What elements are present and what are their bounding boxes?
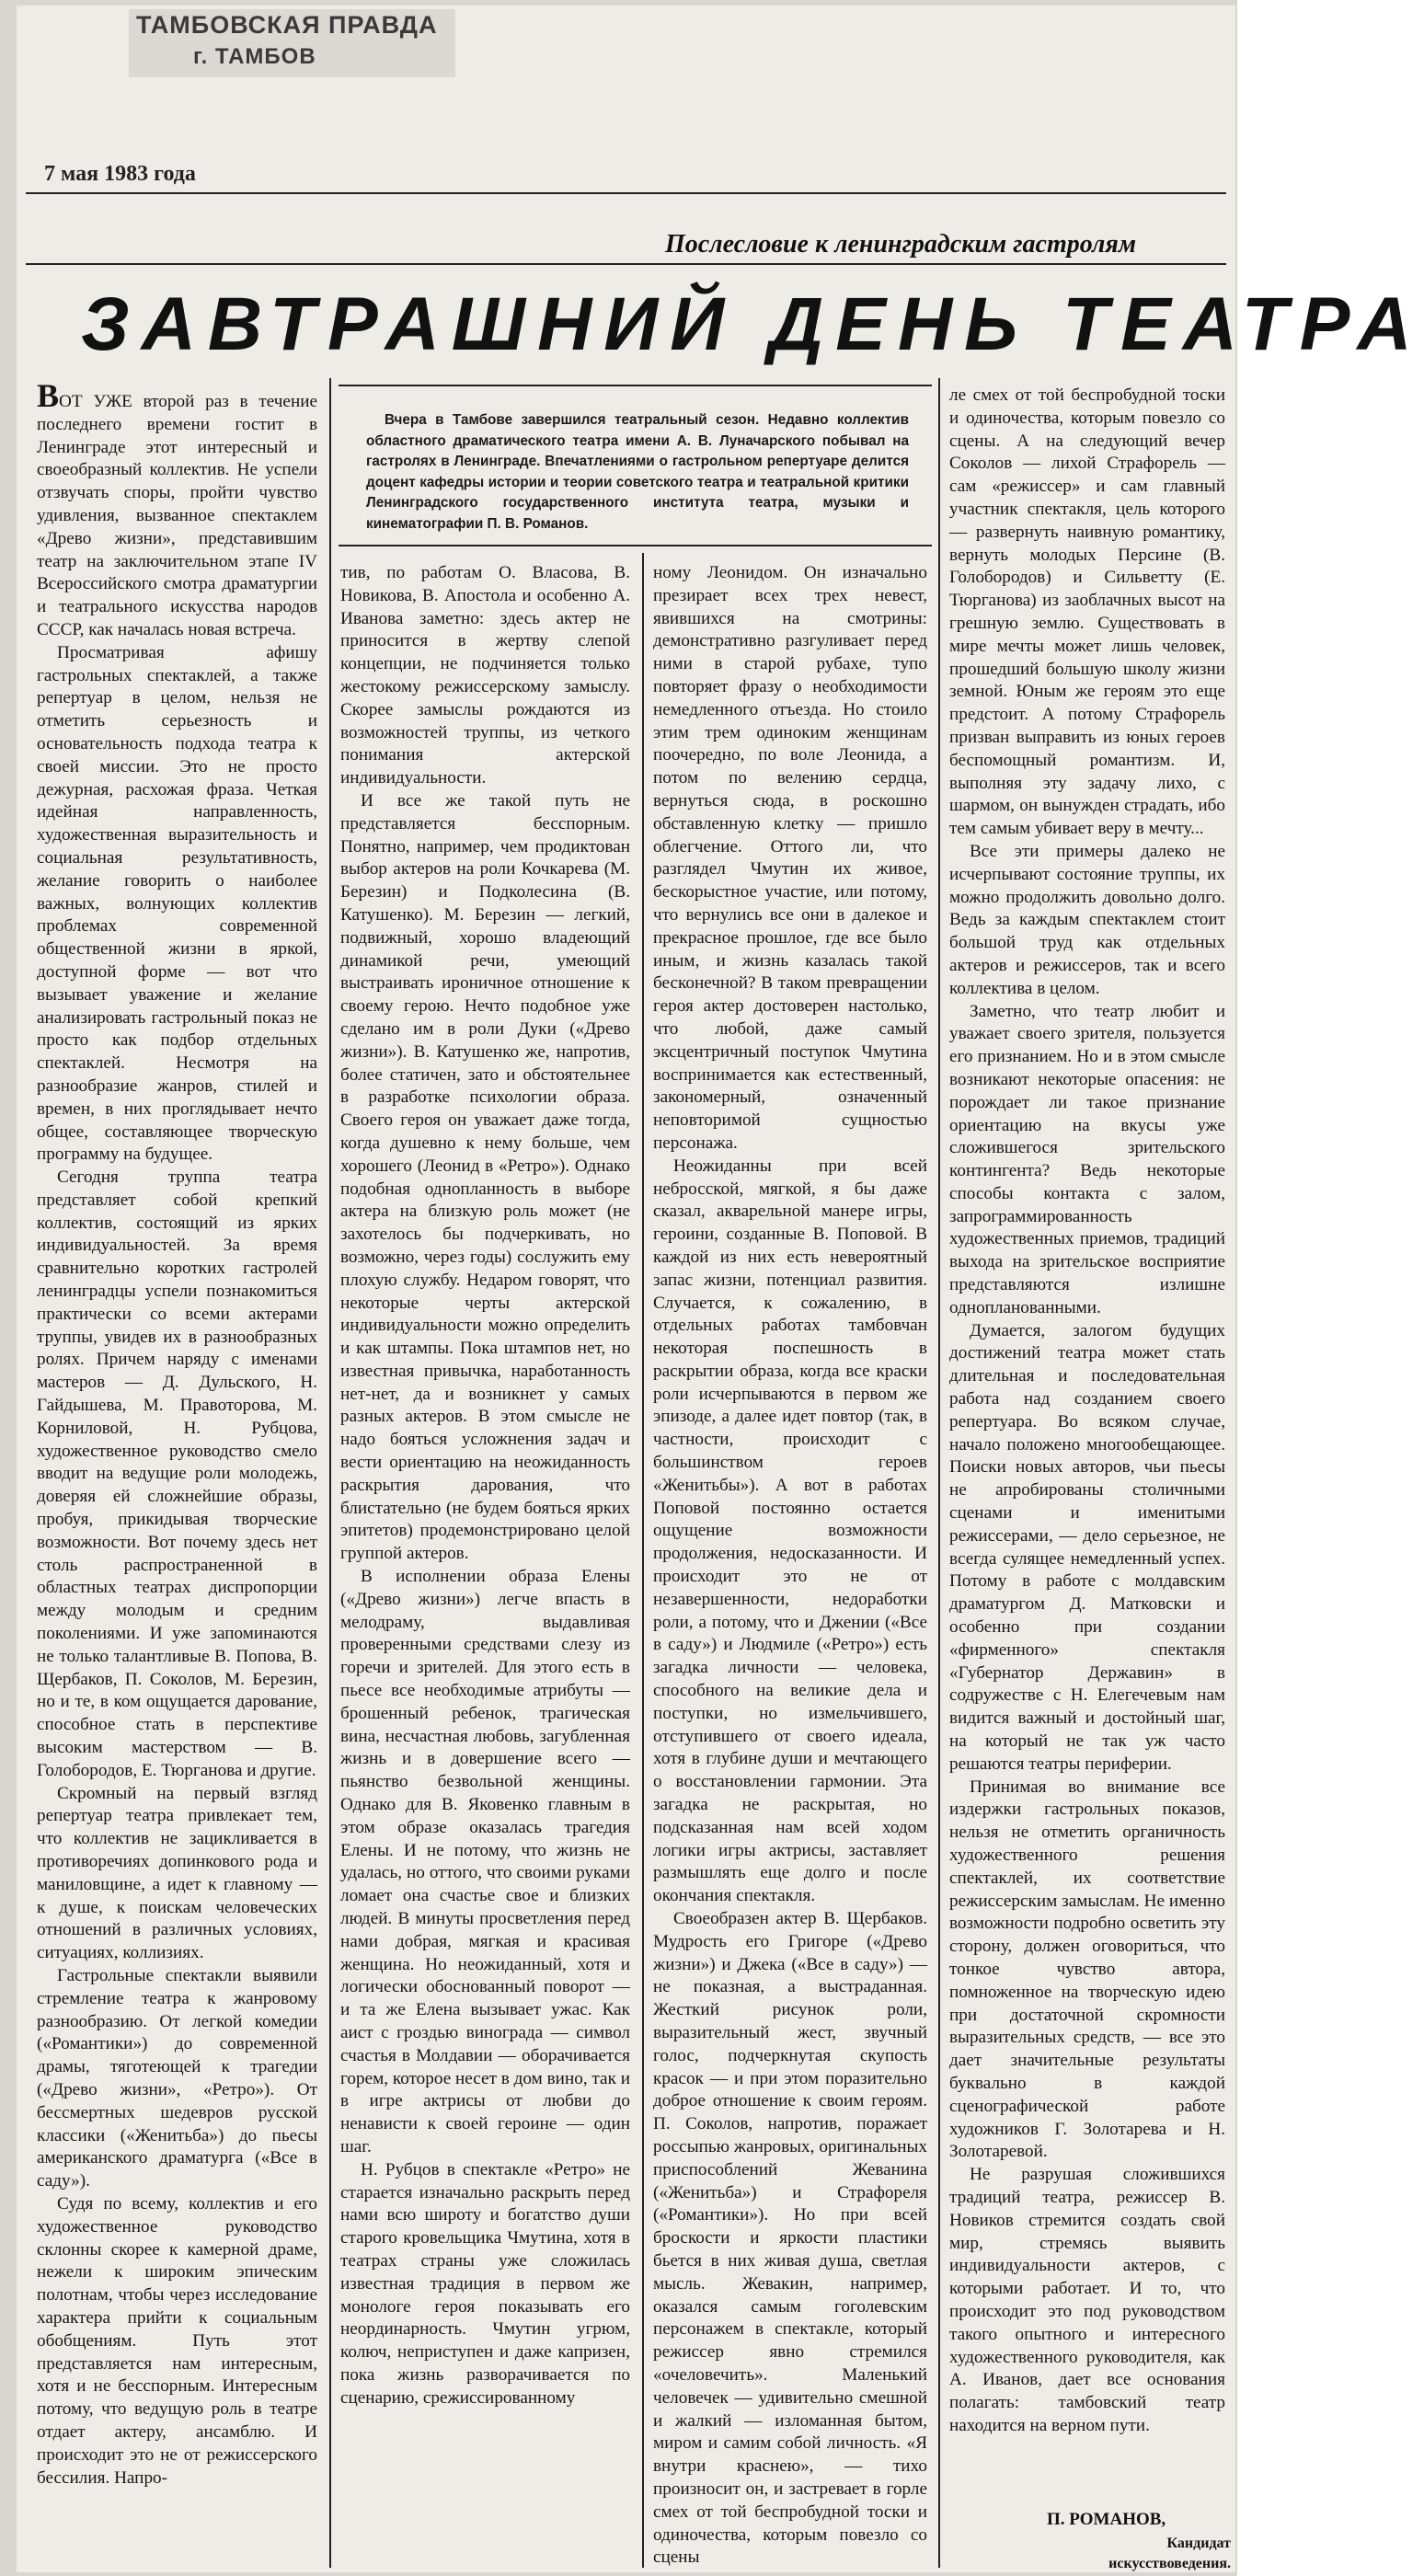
article-column-3 [653, 562, 927, 2570]
author-name: П. РОМАНОВ, [1047, 2510, 1166, 2529]
paragraph: Неожиданны при всей небросской, мягкой, я бы даже сказал, акварельной манере игры, героини, созданные В. Поповой. В каждой из них есть невероятный запас жизни, потенциал развития. Случается, к сожалению, в отдельных работах тамбовчан некоторая поспешность в раскрытии образа, когда все краски роли исчерпываются в первом же эпизоде, а далее идет повтор (так, в частности, происходит с большинством героев «Женитьбы»). А вот в работах Поповой постоянно остается ощущение возможности продолжения, недосказанности. И происходит это не от незавершенности, недоработки роли, а потому, что и Джении («Все в саду») и Людмиле («Ретро») есть загадка личности — человека, способного на великие дела и поступки, но измельчившего, отступившего от своего идеала, хотя в глубине души и мечтающего о восстановлении гармонии. Эта загадка не раскрытая, но подсказанная нам всей ходом логики игры актрисы, заставляет размышлять еще долго и после окончания спектакля. [653, 1156, 927, 1906]
kicker-rule [26, 263, 1226, 265]
drop-cap: В [37, 377, 60, 414]
paragraph: Принимая во внимание все издержки гастрольных показов, нельзя не отметить органичность художественного решения спектаклей, их соответствие режиссерским замыслам. Не именно возможности подробно осветить эту сторону, должен оговориться, что тонкое чувство автора, помноженное на творческую идею при достаточной скромности выразительных средств, — все это дает значительные результаты буквально в каждой сценографической работе художников Г. Золотарева и Н. Золотаревой. [949, 1777, 1225, 2162]
paragraph: Все эти примеры далеко не исчерпывают состояние труппы, их можно продолжить довольно долго. Ведь за каждым спектаклем стоит большой труд как отдельных актеров и режиссеров, так и всего коллектива в целом. [949, 841, 1225, 998]
paragraph: Судя по всему, коллектив и его художественное руководство склонны скорее к камерной драме, нежели к широким эпическим полотнам, чтобы через исследование характера прийти к социальным обобщениям. Путь этот представляется нам интересным, хотя и не бесспорным. Интересным потому, что ведущую роль в театре отдает актеру, ансамблю. И происходит это не от режиссерского бессилия. Напро- [37, 2193, 317, 2488]
paragraph: Н. Рубцов в спектакле «Ретро» не старается изначально раскрыть перед нами всю широту и богатство души старого кровельщика Чмутина, хотя в театрах страны уже сложилась известная традиция в первом же монологе героя показывать его неординарность. Чмутин угрюм, колюч, неприступен и даже капризен, пока жизнь разворачивается по сценарию, срежиссированному [340, 2159, 630, 2408]
paragraph: И все же такой путь не представляется бесспорным. Понятно, например, чем продиктован выбор актеров на роли Кочкарева (М. Березин) и Подколесина (В. Катушенко). М. Березин — легкий, подвижный, хорошо владеющий динамикой речи, умеющий выстраивать ироничное отношение к своему герою. Нечто подобное уже сделано им в роли Дуки («Древо жизни»). В. Катушенко же, напротив, более статичен, зато и обстоятельнее в разработке психологии образа. Своего героя он уважает даже тогда, когда душевно к нему больше, чем хорошего (Леонид в «Ретро»). Однако подобная однопланность в выборе актера на близкую роль может (не захотелось бы подчеркивать, но возможно, через годы) сослужить ему плохую службу. Недаром говорят, что некоторые черты актерской индивидуальности можно определить и как штампы. Пока штампов нет, но известная привычка, наработанность нет-нет, да и возникнет у самых разных актеров. В этом смысле не надо бояться усложнения задач и вести ориентацию на неожиданность раскрытия дарования, что блистательно (не будем бояться ярких эпитетов) продемонстрировано целой группой актеров. [340, 790, 630, 1564]
section-kicker: Послесловие к ленинградским гастролям [665, 230, 1137, 259]
article-column-1 [37, 377, 317, 2490]
issue-date: 7 мая 1983 года [44, 162, 196, 186]
column-rule-3 [938, 378, 940, 2568]
author-title: Кандидат искусствоведения. [1108, 2536, 1231, 2571]
lead-paragraph: Вчера в Тамбове завершился театральный сезон. Недавно коллектив областного драматического театра имени А. В. Луначарского побывал на гастролях в Ленинграде. Впечатлениями о гастрольном репертуаре делится доцент кафедры истории и теории советского театра и театральной критики Ленинградского государственного института театра, музыки и кинематографии П. В. Романов. [366, 412, 909, 532]
newspaper-page [17, 6, 1424, 2572]
paragraph: Гастрольные спектакли выявили стремление театра к жанровому разнообразию. От легкой комедии («Романтики») до современной драмы, тяготеющей к трагедии («Древо жизни», «Ретро»). От бессмертных шедевров русской классики («Женитьба») до пьесы американского драматурга («Все в саду»). [37, 1965, 317, 2191]
paragraph: Скромный на первый взгляд репертуар театра привлекает тем, что коллектив не зацикливается в противоречиях допинкового рода и маниловщине, а идет к главному — к душе, к поискам человеческих отношений в различных условиях, ситуациях, коллизиях. [37, 1783, 317, 1963]
article-lead [366, 410, 909, 535]
column-rule-2 [642, 553, 644, 2568]
lead-box-bottom [339, 545, 932, 546]
paragraph: ному Леонидом. Он изначально презирает всех трех невест, явившихся на смотрины: демонстративно разгуливает перед ними в старой рубахе, тупо повторяет фразу о необходимости немедленного отъезда. Но стоило этим трем одиноким женщинам поочередно, по воле Леонида, а потом по велению сердца, вернуться сюда, в роскошно обставленную клетку — пришло облегчение. Оттого ли, что разглядел Чмутин их живое, бескорыстное участие, или потому, что вернулись все они в далекое и прекрасное прошлое, где все было иным, и жизнь казалась такой бесконечной? В таком превращении героя актер достоверен настолько, что любой, даже самый эксцентричный поступок Чмутина воспринимается как естественный, закономерный, означенный неповторимой сущностью персонажа. [653, 563, 927, 1153]
article-column-4 [949, 385, 1225, 2438]
paragraph: Заметно, что театр любит и уважает своего зрителя, пользуется его признанием. Но и в этом смысле возникают некоторые опасения: не порождает ли такое признание ориентацию на вкусы уже сложившегося зрительского контингента? Ведь некоторые способы контакта с залом, запрограммированность художественных приемов, традиций выхода на зрительское восприятие представляются излишне однопланованными. [949, 1001, 1225, 1317]
top-rule [26, 192, 1226, 194]
newspaper-city: г. ТАМБОВ [193, 44, 316, 69]
paragraph: Сегодня труппа театра представляет собой крепкий коллектив, состоящий из ярких индивидуальностей. За время сравнительно коротких гастролей ленинградцы успели познакомиться практически со всеми актерами труппы, увидев их в разнообразных ролях. Причем наряду с именами мастеров — Д. Дульского, Н. Гайдышева, М. Правоторова, М. Корниловой, Н. Рубцова, художественное руководство смело вводит на ведущие роли молодежь, доверяя ей сложнейшие образы, пробуя, прикидывая творческие возможности. Вот почему здесь нет столь распространенной в областных театрах диспропорции между молодым и средним поколениями. И уже запоминаются не только талантливые В. Попова, В. Щербаков, П. Соколов, М. Березин, но и те, в ком ощущается дарование, способное стать в перспективе высоким мастерством — В. Голобородов, Е. Тюрганова и другие. [37, 1167, 317, 1780]
column-rule-1 [329, 378, 331, 2568]
paragraph: Не разрушая сложившихся традиций театра, режиссер В. Новиков стремится создать свой мир, стремясь выявить индивидуальности актеров, с которыми работает. И то, что происходит это под руководством такого опытного и интересного художественного руководителя, как А. Иванов, дает все основания полагать: тамбовский театр находится на верном пути. [949, 2165, 1225, 2435]
article-column-2 [340, 562, 630, 2410]
paragraph: ВОТ УЖЕ второй раз в течение последнего времени гостит в Ленинграде этот интересный и своеобразный коллектив. Не успели отзвучать споры, пройти чувство удивления, вызванное спектаклем «Древо жизни», представившим театр на заключительном этапе IV Всероссийского смотра драматургии и театрального искусства народов СССР, как началась новая встреча. [37, 377, 317, 639]
paragraph: Просматривая афишу гастрольных спектаклей, а также репертуар в целом, нельзя не отметить серьезность и основательность подхода театра к своей миссии. Это не просто дежурная, расхожая фраза. Четкая идейная направленность, художественная выразительность и социальная результативность, желание говорить о наиболее важных, волнующих коллектив проблемах современной общественной жизни в яркой, доступной форме — вот что вызывает уважение и желание анализировать гастрольный показ не просто как подбор отдельных спектаклей. Несмотря на разнообразие жанров, стилей и времен, в них проглядывает нечто общее, составляющее творческую программу на будущее. [37, 642, 317, 1165]
newspaper-name: ТАМБОВСКАЯ ПРАВДА [136, 11, 438, 39]
paragraph: В исполнении образа Елены («Древо жизни») легче впасть в мелодраму, выдавливая проверенными средствами слезу из горечи и зрителей. Для этого есть в пьесе все необходимые атрибуты — брошенный ребенок, трагическая вина, несчастная любовь, загубленная жизнь и в довершение всего — пьянство безвольной женщины. Однако для В. Яковенко главным в этом образе оказалась трагедия Елены. И не потому, что жизнь не удалась, но оттого, что своими руками ломает она счастье свое и близких людей. В минуты просветления перед нами добрая, мягкая и красивая женщина. Но неожиданный, хотя и логически обоснованный поворот — и та же Елена вызывает ужас. Как аист с гроздью винограда — символ счастья в Молдавии — оборачивается горем, которое несет в дом вино, так и в игре актрисы от любви до ненависти к своей героине — один шаг. [340, 1567, 630, 2156]
paragraph: тив, по работам О. Власова, В. Новикова, В. Апостола и особенно А. Иванова заметно: здесь актер не приносится в жертву слепой концепции, не подчиняется только жестокому режиссерскому замыслу. Скорее замыслы рождаются из возможностей труппы, из четкого понимания актерской индивидуальности. [340, 563, 630, 788]
newspaper-masthead-stamp [129, 9, 455, 77]
paragraph: Думается, залогом будущих достижений театра может стать длительная и последовательная работа над созданием своего репертуара. Во всяком случае, начало положено многообещающее. Поиски новых авторов, чьи пьесы не апробированы столичными сценами и именитыми режиссерами, — дело серьезное, не всегда сулящее немедленный успех. Потому в работе с молдавским драматургом Д. Матковски и особенно при создании «фирменного» спектакля «Губернатор Державин» в содружестве с Н. Елегечевым нам видится важный и достойный шаг, на который не так уж часто решаются театры периферии. [949, 1320, 1225, 1774]
paragraph: ле смех от той беспробудной тоски и одиночества, которым повезло со сцены. А на следующий вечер Соколов — лихой Страфорель — сам «режиссер» и сам главный участник спектакля, цель которого — развернуть наивную романтику, вернуть молодых Персине (В. Голобородов) и Сильветту (Е. Тюрганова) из заоблачных высот на грешную землю. Существовать в мире мечты может лишь человек, прошедший большую школу жизни земной. Юным же героям это еще предстоит. А потому Страфорель призван выправить из юных героев беспомощный романтизм. И, выполняя эту задачу лихо, с шармом, он вынужден страдать, ибо тем самым убивает веру в мечту... [949, 385, 1225, 839]
article-headline: ЗАВТРАШНИЙ ДЕНЬ ТЕАТРА [81, 282, 1424, 366]
lead-box-top [339, 385, 932, 386]
paragraph: Своеобразен актер В. Щербаков. Мудрость его Григоре («Древо жизни») и Джека («Все в саду») — не показная, а выстраданная. Жесткий рисунок роли, выразительный жест, звучный голос, подчеркнутая скупость красок — и при этом поразительно доброе отношение к своим героям. П. Соколов, напротив, поражает россыпью жанровых, оригинальных приспособлений Жеванина («Женитьба») и Страфореля («Романтики»). Но при всей броскости и яркости пластики бьется в них живая душа, светлая мысль. Жевакин, например, оказался самым гоголевским персонажем в спектакле, который режиссер явно стремился «очеловечить». Маленький человечек — удивительно смешной и жалкий — изломанная бытом, миром и самим собой личность. «Я внутри краснею», — тихо произносит он, и застревает в горле смех от той беспробудной тоски и одиночества, которым повезло со сцены [653, 1909, 927, 2568]
